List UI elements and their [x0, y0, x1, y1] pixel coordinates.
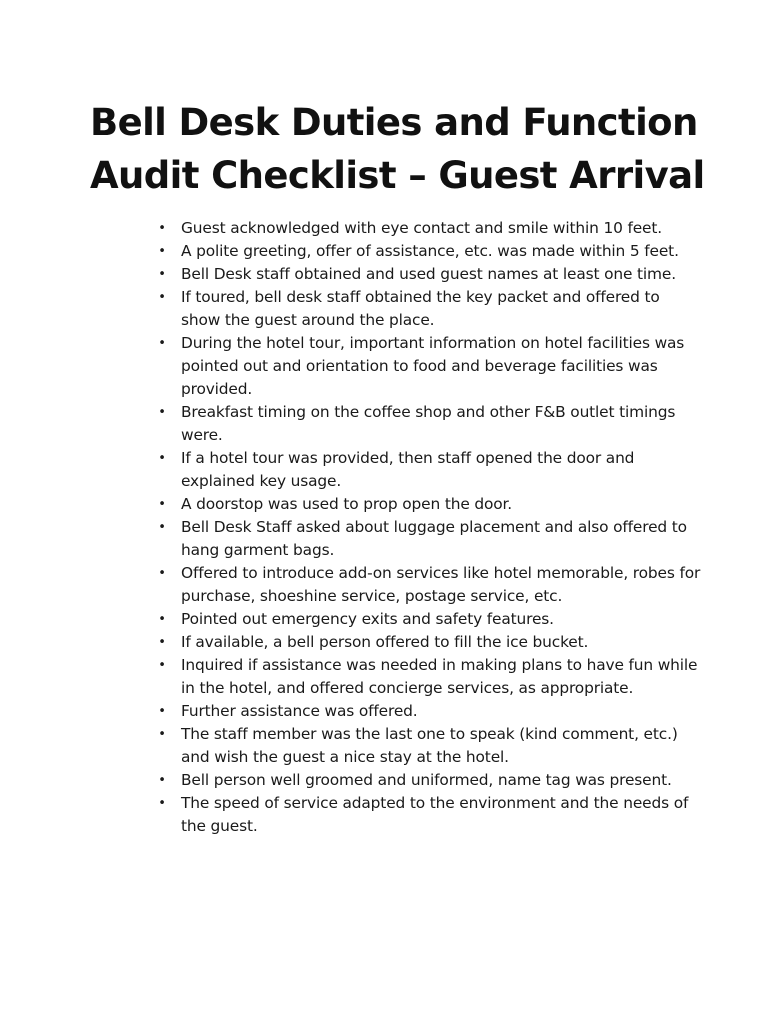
- bullet-icon: •: [158, 336, 166, 351]
- checklist: [158, 217, 701, 838]
- bullet-icon: •: [158, 796, 166, 811]
- bullet-icon: •: [158, 612, 166, 627]
- bullet-icon: •: [158, 658, 166, 673]
- checklist-item: [158, 631, 701, 654]
- checklist-item: [158, 332, 701, 401]
- checklist-item: [158, 401, 701, 447]
- bullet-icon: •: [158, 727, 166, 742]
- checklist-item-text: During the hotel tour, important information on hotel facilities was pointed out and orientation to food and beverage facilities was provided.: [181, 334, 685, 398]
- checklist-item: [158, 723, 701, 769]
- checklist-item-text: Further assistance was offered.: [181, 702, 418, 720]
- checklist-item: [158, 217, 701, 240]
- checklist-item: [158, 240, 701, 263]
- checklist-item-text: Offered to introduce add-on services like hotel memorable, robes for purchase, shoeshine service, postage service, etc.: [181, 564, 701, 605]
- checklist-item-text: The speed of service adapted to the environment and the needs of the guest.: [181, 794, 689, 835]
- checklist-item: [158, 792, 701, 838]
- checklist-item-text: If toured, bell desk staff obtained the key packet and offered to show the guest around the place.: [181, 288, 660, 329]
- checklist-item-text: Bell Desk Staff asked about luggage placement and also offered to hang garment bags.: [181, 518, 687, 559]
- bullet-icon: •: [158, 704, 166, 719]
- checklist-item: [158, 263, 701, 286]
- checklist-item-text: Breakfast timing on the coffee shop and other F&B outlet timings were.: [181, 403, 676, 444]
- checklist-item: [158, 516, 701, 562]
- checklist-item-text: The staff member was the last one to speak (kind comment, etc.) and wish the guest a nice stay at the hotel.: [181, 725, 678, 766]
- bullet-icon: •: [158, 405, 166, 420]
- bullet-icon: •: [158, 566, 166, 581]
- document-title: [90, 96, 730, 202]
- title-line-1: Bell Desk Duties and Function: [90, 101, 698, 144]
- checklist-item-text: Pointed out emergency exits and safety features.: [181, 610, 554, 628]
- bullet-icon: •: [158, 497, 166, 512]
- bullet-icon: •: [158, 267, 166, 282]
- checklist-item-text: Bell person well groomed and uniformed, name tag was present.: [181, 771, 672, 789]
- checklist-item-text: If a hotel tour was provided, then staff opened the door and explained key usage.: [181, 449, 635, 490]
- checklist-item: [158, 286, 701, 332]
- bullet-icon: •: [158, 520, 166, 535]
- title-line-2: Audit Checklist – Guest Arrival: [90, 154, 705, 197]
- checklist-item: [158, 654, 701, 700]
- bullet-icon: •: [158, 451, 166, 466]
- bullet-icon: •: [158, 773, 166, 788]
- bullet-icon: •: [158, 244, 166, 259]
- bullet-icon: •: [158, 290, 166, 305]
- checklist-item: [158, 608, 701, 631]
- bullet-icon: •: [158, 221, 166, 236]
- checklist-item: [158, 700, 701, 723]
- checklist-item: [158, 562, 701, 608]
- bullet-icon: •: [158, 635, 166, 650]
- checklist-item-text: If available, a bell person offered to fill the ice bucket.: [181, 633, 589, 651]
- checklist-item: [158, 447, 701, 493]
- checklist-item-text: Inquired if assistance was needed in making plans to have fun while in the hotel, and offered concierge services, as appropriate.: [181, 656, 698, 697]
- checklist-item-text: Bell Desk staff obtained and used guest names at least one time.: [181, 265, 676, 283]
- checklist-item-text: Guest acknowledged with eye contact and smile within 10 feet.: [181, 219, 662, 237]
- checklist-item-text: A doorstop was used to prop open the door.: [181, 495, 513, 513]
- checklist-item-text: A polite greeting, offer of assistance, etc. was made within 5 feet.: [181, 242, 679, 260]
- checklist-item: [158, 493, 701, 516]
- checklist-item: [158, 769, 701, 792]
